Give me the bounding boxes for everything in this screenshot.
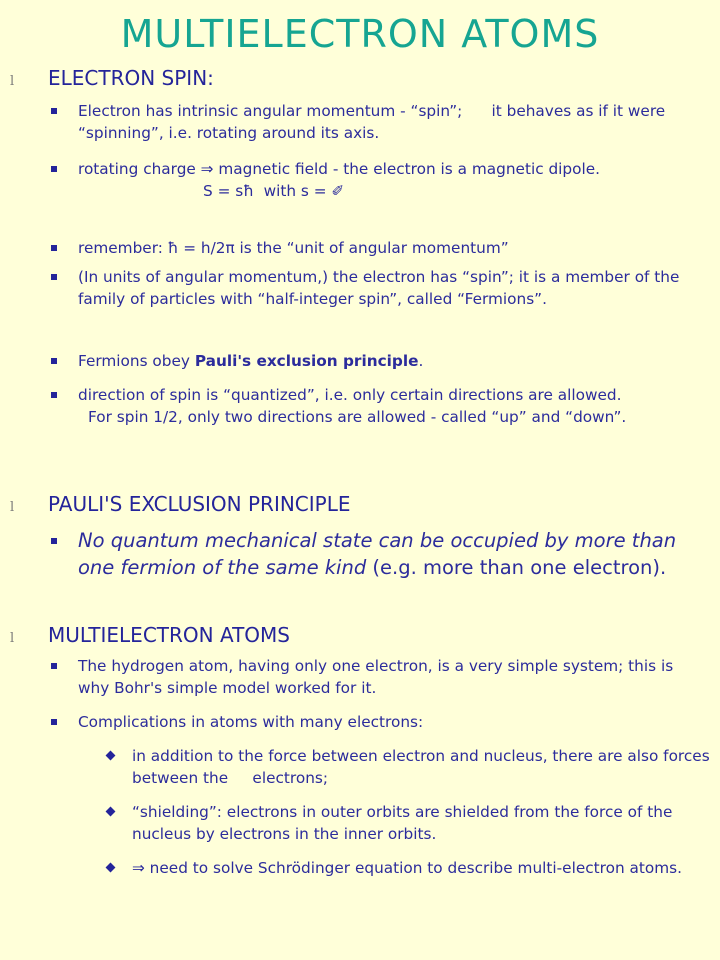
sub-item-text: ⇒ need to solve Schrödinger equation to describe multi-electron atoms.: [132, 859, 682, 877]
sub-list-item: [132, 801, 710, 845]
list-item: [78, 711, 708, 733]
square-bullet-icon: [51, 663, 57, 669]
square-bullet-icon: [51, 538, 57, 544]
square-bullet-icon: [51, 392, 57, 398]
sub-list-item: [132, 857, 710, 879]
item-continuation: For spin 1/2, only two directions are allowed - called “up” and “down”.: [88, 408, 627, 426]
square-bullet-icon: [51, 108, 57, 114]
item-text-pre: Fermions obey: [78, 352, 195, 370]
item-text-bold: Pauli's exclusion principle: [194, 352, 419, 370]
section-bullet: l: [10, 74, 15, 89]
square-bullet-icon: [51, 274, 57, 280]
page-title: MULTIELECTRON ATOMS: [120, 12, 600, 56]
item-text-post: .: [418, 352, 424, 370]
square-bullet-icon: [51, 358, 57, 364]
list-item: [78, 237, 708, 259]
item-text: The hydrogen atom, having only one electron, is a very simple system; this is why Bohr's simple model worked for it.: [78, 657, 674, 697]
section-bullet: l: [10, 500, 15, 515]
item-text: Complications in atoms with many electrons:: [78, 713, 424, 731]
equation-line: [78, 180, 708, 202]
section-heading: PAULI'S EXCLUSION PRINCIPLE: [48, 492, 351, 516]
item-text: Electron has intrinsic angular momentum - “spin”; it behaves as if it were “spinning”, i.e. rotating around its axis.: [78, 102, 671, 142]
section-bullet: l: [10, 631, 15, 646]
list-item: [78, 350, 708, 372]
list-item: [78, 384, 708, 428]
list-item: [78, 527, 708, 581]
item-text: rotating charge ⇒ magnetic field - the electron is a magnetic dipole.: [78, 160, 601, 178]
square-bullet-icon: [51, 245, 57, 251]
principle-text: No quantum mechanical state can be occupied by more than one fermion of the same kind: [78, 529, 677, 579]
list-item: [78, 266, 708, 310]
list-item: [78, 100, 708, 144]
item-text: remember: ħ = h/2π is the “unit of angular momentum”: [78, 239, 509, 257]
item-text: direction of spin is “quantized”, i.e. only certain directions are allowed.: [78, 386, 622, 404]
equation-text: S = sħ with s =: [203, 182, 332, 200]
square-bullet-icon: [51, 166, 57, 172]
sub-item-text: in addition to the force between electron and nucleus, there are also forces between the electrons;: [132, 747, 715, 787]
section-heading: ELECTRON SPIN:: [48, 66, 214, 90]
sub-list-item: [132, 745, 715, 789]
diamond-bullet-icon: [106, 807, 116, 817]
sub-item-text: “shielding”: electrons in outer orbits are shielded from the force of the nucleus by electrons in the inner orbits.: [132, 803, 673, 843]
square-bullet-icon: [51, 719, 57, 725]
diamond-bullet-icon: [106, 751, 116, 761]
pencil-icon: ✐: [331, 182, 345, 200]
section-heading: MULTIELECTRON ATOMS: [48, 623, 290, 647]
list-item: [78, 158, 708, 202]
item-text: (In units of angular momentum,) the electron has “spin”; it is a member of the family of particles with “half-integer spin”, called “Fermions”.: [78, 268, 680, 308]
principle-example: (e.g. more than one electron).: [366, 556, 667, 579]
list-item: [78, 655, 708, 699]
diamond-bullet-icon: [106, 863, 116, 873]
